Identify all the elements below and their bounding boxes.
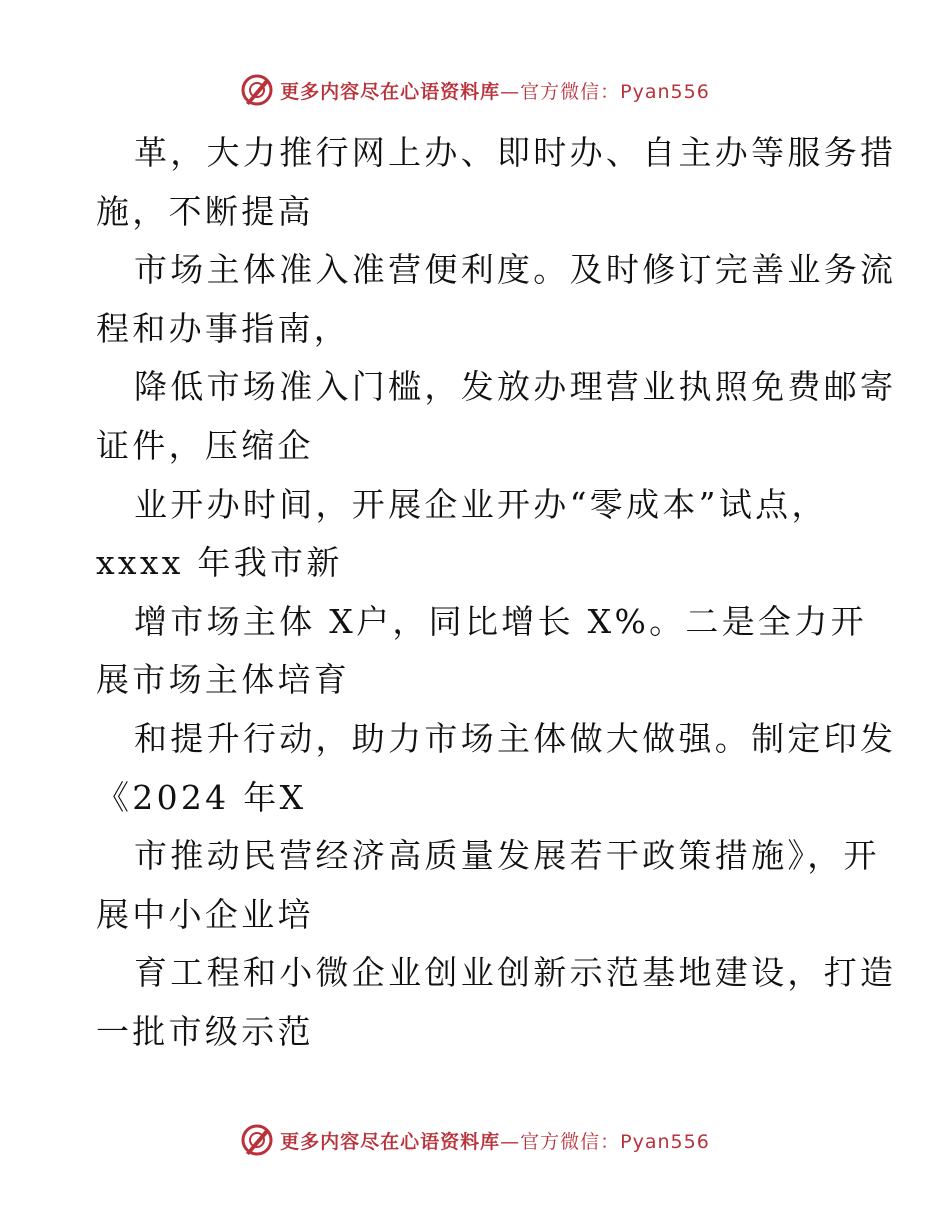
footer-watermark [0,1120,950,1160]
paragraph-line: xxxx 年我市新 [96,543,343,583]
paragraph-line: 一批市级示范 [96,1011,314,1051]
watermark-main-text: 更多内容尽在心语资料库 [280,1130,501,1153]
paragraph-line: 革，大力推行网上办、即时办、自主办等服务措 [134,133,897,172]
paragraph-line: 展中小企业培 [96,894,314,934]
paragraph-line: 降低市场准入门槛，发放办理营业执照免费邮寄 [134,367,897,407]
paragraph-line: 和提升行动，助力市场主体做大做强。制定印发 [134,718,897,758]
quill-circle-logo-icon [240,73,274,107]
watermark-main-text: 更多内容尽在心语资料库 [280,80,501,103]
paragraph-line: 业开办时间，开展企业开办“零成本”试点， [134,484,828,524]
header-watermark [0,70,950,110]
watermark-text [280,77,710,104]
document-body [96,124,897,1062]
paragraph-line: 程和办事指南， [96,308,351,348]
paragraph-line: 《2024 年X [96,777,307,817]
paragraph-line: 市场主体准入准营便利度。及时修订完善业务流 [134,250,897,290]
watermark-contact-text: —官方微信：Pyan556 [500,1130,710,1153]
paragraph-line: 施，不断提高 [96,191,314,231]
quill-circle-logo-icon [240,1123,274,1157]
watermark-contact-text: —官方微信：Pyan556 [500,80,710,103]
paragraph-line: 增市场主体 X户，同比增长 X%。二是全力开 [134,601,867,641]
paragraph-line: 证件，压缩企 [96,425,314,465]
paragraph-line: 市推动民营经济高质量发展若干政策措施》，开 [134,836,880,876]
paragraph-line: 展市场主体培育 [96,660,351,700]
paragraph-line: 育工程和小微企业创业创新示范基地建设，打造 [134,953,897,993]
watermark-text [280,1127,710,1154]
